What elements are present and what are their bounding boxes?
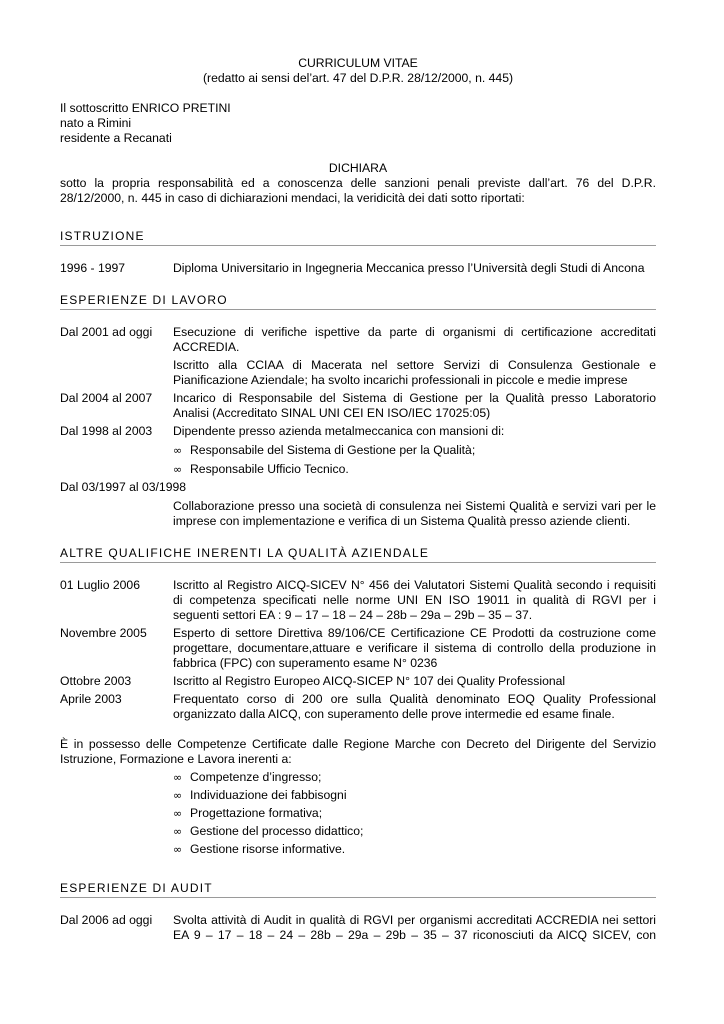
entry-text: Esperto di settore Direttiva 89/106/CE Certificazione CE Prodotti da costruzione come progettare, documentare,attuare e verificare il sistema di controllo della produzione in fabbrica (FPC) con superamento esame N° 0236 (173, 626, 656, 670)
section-heading-istruzione: ISTRUZIONE (60, 229, 656, 246)
list-item (60, 462, 656, 477)
list-item-text: Progettazione formativa; (190, 806, 323, 820)
entry-text: Collaborazione presso una società di consulenza nei Sistemi Qualità e servizi vari per le imprese con implementazione e verifica di un Sistema Qualità presso aziende clienti. (173, 499, 656, 528)
lavoro-entry-1b (60, 358, 656, 388)
entry-date: Dal 03/1997 al 03/1998 (60, 480, 187, 494)
entry-date: Dal 2004 al 2007 (60, 391, 153, 405)
bullet-icon: ∞ (173, 807, 183, 820)
bullet-icon: ∞ (173, 463, 183, 476)
list-item-text: Competenze d’ingresso; (190, 770, 322, 784)
bullet-icon: ∞ (173, 825, 183, 838)
entry-date: Ottobre 2003 (60, 674, 132, 688)
bullet-icon: ∞ (173, 771, 183, 784)
entry-date: Aprile 2003 (60, 692, 122, 706)
declares-text: sotto la propria responsabilità ed a conoscenza delle sanzioni penali previste dall’art. 76 del D.P.R. 28/12/2000, n. 445 in caso di dichiarazioni mendaci, la veridicità dei dati sotto riportati: (60, 176, 656, 205)
section-heading-audit: ESPERIENZE DI AUDIT (60, 881, 656, 898)
qualifica-entry-4 (60, 692, 656, 722)
lavoro-entry-4-text (60, 499, 656, 529)
istruzione-entry (60, 261, 656, 276)
audit-entry-1 (60, 913, 656, 943)
lavoro-entry-1 (60, 325, 656, 355)
list-item-text: Responsabile del Sistema di Gestione per la Qualità; (190, 443, 476, 457)
entry-text: Dipendente presso azienda metalmeccanica con mansioni di: (173, 424, 505, 438)
list-item-text: Gestione risorse informative. (190, 842, 346, 856)
list-item (60, 770, 656, 785)
declares-heading: DICHIARA (328, 161, 388, 175)
list-item-text: Gestione del processo didattico; (190, 824, 364, 838)
bullet-icon: ∞ (173, 444, 183, 457)
document-title: CURRICULUM VITAE (298, 56, 418, 70)
list-item (60, 788, 656, 803)
entry-text: Iscritto alla CCIAA di Macerata nel settore Servizi di Consulenza Gestionale e Pianificazione Aziendale; ha svolto incarichi professionali in piccole e medie imprese (173, 358, 656, 387)
lavoro-entry-3 (60, 424, 656, 439)
intro-birthplace: nato a Rimini (60, 116, 132, 130)
bullet-icon: ∞ (173, 843, 183, 856)
intro-name: Il sottoscritto ENRICO PRETINI (60, 101, 231, 115)
entry-date: Dal 2006 ad oggi (60, 913, 153, 927)
qualifica-entry-3 (60, 674, 656, 689)
list-item (60, 806, 656, 821)
entry-text: Esecuzione di verifiche ispettive da parte di organismi di certificazione accreditati ACCREDIA. (173, 325, 656, 354)
list-item (60, 824, 656, 839)
entry-date: 01 Luglio 2006 (60, 578, 140, 592)
entry-date: Dal 2001 ad oggi (60, 325, 153, 339)
list-item-text: Individuazione dei fabbisogni (190, 788, 347, 802)
document-subtitle: (redatto ai sensi del’art. 47 del D.P.R. 28/12/2000, n. 445) (202, 71, 514, 85)
entry-text: Iscritto al Registro Europeo AICQ-SICEP N° 107 dei Quality Professional (173, 674, 566, 688)
list-item-text: Responsabile Ufficio Tecnico. (190, 462, 349, 476)
intro-block (60, 101, 656, 146)
section-heading-qualifiche: ALTRE QUALIFICHE INERENTI LA QUALITÀ AZIENDALE (60, 546, 656, 563)
lavoro-entry-2 (60, 391, 656, 421)
entry-date: Novembre 2005 (60, 626, 147, 640)
competenze-text: È in possesso delle Competenze Certificate dalle Regione Marche con Decreto del Dirigente del Servizio Istruzione, Formazione e Lavora inerenti a: (60, 737, 656, 766)
entry-text: Frequentato corso di 200 ore sulla Qualità denominato EOQ Quality Professional organizzato dalla AICQ, con superamento delle prove intermedie ed esame finale. (173, 692, 656, 721)
list-item (60, 443, 656, 458)
entry-date: Dal 1998 al 2003 (60, 424, 153, 438)
entry-date: 1996 - 1997 (60, 261, 126, 275)
cv-page (60, 56, 656, 943)
entry-text: Diploma Universitario in Ingegneria Meccanica presso l’Università degli Studi di Ancona (173, 261, 645, 275)
qualifica-entry-2 (60, 626, 656, 671)
intro-residence: residente a Recanati (60, 131, 172, 145)
list-item (60, 842, 656, 857)
entry-text: Incarico di Responsabile del Sistema di Gestione per la Qualità presso Laboratorio Analisi (Accreditato SINAL UNI CEI EN ISO/IEC 17025:05) (173, 391, 656, 420)
section-heading-lavoro: ESPERIENZE DI LAVORO (60, 293, 656, 310)
entry-text: Svolta attività di Audit in qualità di RGVI per organismi accreditati ACCREDIA nei settori EA 9 – 17 – 18 – 24 – 28b – 29a – 29b – 35 – 37 riconosciuti da AICQ SICEV, con (173, 913, 656, 942)
lavoro-entry-4 (60, 480, 656, 495)
entry-text: Iscritto al Registro AICQ-SICEV N° 456 dei Valutatori Sistemi Qualità secondo i requisiti di competenza specificati nelle norme UNI EN ISO 19011 in qualità di RGVI per i seguenti settori EA : 9 – 17 – 18 – 24 – 28b – 29a – 29b – 35 – 37. (173, 578, 656, 622)
qualifica-entry-1 (60, 578, 656, 623)
bullet-icon: ∞ (173, 789, 183, 802)
